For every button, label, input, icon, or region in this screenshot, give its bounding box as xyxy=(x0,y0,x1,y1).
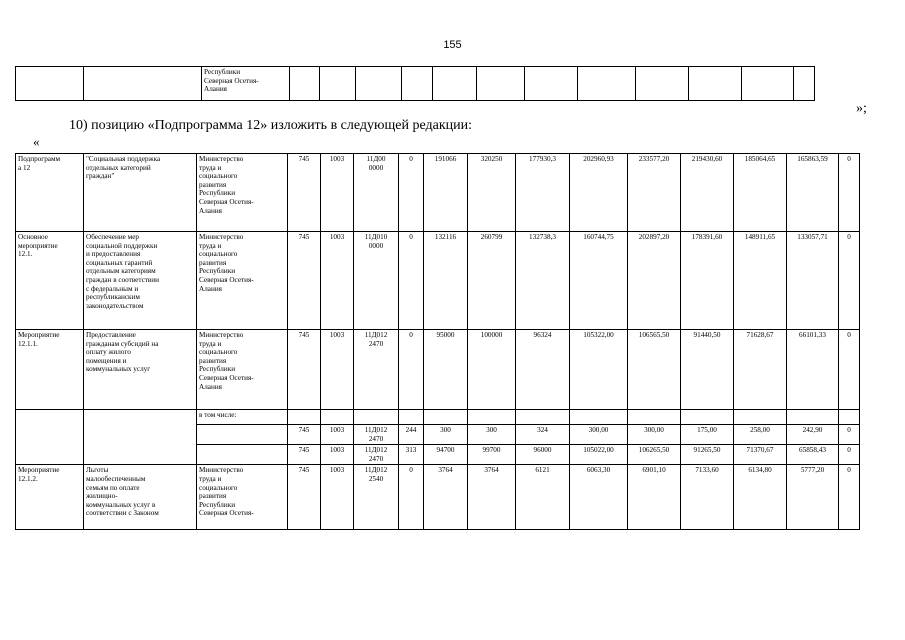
table-cell: 313 xyxy=(399,445,424,465)
table-cell: Министерство труда и социального развития Республики Северная Осетия- xyxy=(197,465,288,530)
table-cell: 71370,67 xyxy=(734,445,787,465)
table-cell: 320250 xyxy=(468,154,516,232)
table-cell: Предоставление гражданам субсидий на оплату жилого помещения и коммунальных услуг xyxy=(84,330,197,410)
table-cell: 1003 xyxy=(321,154,354,232)
table-cell: 105322,00 xyxy=(570,330,628,410)
table-cell: 132738,3 xyxy=(516,232,570,330)
table-cell: Мероприятие 12.1.2. xyxy=(16,465,84,530)
table-cell: 11Д012 2470 xyxy=(354,445,399,465)
table-cell xyxy=(424,410,468,425)
table-cell xyxy=(742,67,794,101)
table-cell: 202960,93 xyxy=(570,154,628,232)
table-cell: в том числе: xyxy=(197,410,288,425)
table-cell: 300 xyxy=(468,425,516,445)
table-cell: 6121 xyxy=(516,465,570,530)
table-row xyxy=(16,154,860,232)
table-cell: 0 xyxy=(839,154,860,232)
table-cell: 745 xyxy=(288,425,321,445)
table-cell: 11Д00 0000 xyxy=(354,154,399,232)
table-cell xyxy=(578,67,636,101)
table-cell: 324 xyxy=(516,425,570,445)
table-cell xyxy=(354,410,399,425)
table-cell: 185064,65 xyxy=(734,154,787,232)
table-cell xyxy=(197,445,288,465)
table-cell: 1003 xyxy=(321,232,354,330)
opening-quote: « xyxy=(33,134,40,149)
table-row xyxy=(16,330,860,410)
table-cell: 1003 xyxy=(321,465,354,530)
table-cell: 91440,50 xyxy=(681,330,734,410)
table-cell xyxy=(84,425,197,445)
table-cell xyxy=(321,410,354,425)
table-cell: 11Д012 2470 xyxy=(354,330,399,410)
table-row xyxy=(16,67,815,101)
table-cell: 202897,20 xyxy=(628,232,681,330)
table-cell: 132116 xyxy=(424,232,468,330)
table-cell xyxy=(689,67,742,101)
table-cell: 6063,30 xyxy=(570,465,628,530)
table-cell xyxy=(288,410,321,425)
table-cell: 300,00 xyxy=(570,425,628,445)
table-cell xyxy=(16,445,84,465)
table-cell xyxy=(570,410,628,425)
table-cell: 745 xyxy=(288,232,321,330)
table-cell: 96000 xyxy=(516,445,570,465)
table-cell: 0 xyxy=(839,445,860,465)
table-cell: 160744,75 xyxy=(570,232,628,330)
table-cell xyxy=(794,67,815,101)
table-cell: 0 xyxy=(399,330,424,410)
table-cell: 106565,50 xyxy=(628,330,681,410)
table-cell xyxy=(636,67,689,101)
table-cell: 95000 xyxy=(424,330,468,410)
table-cell xyxy=(734,410,787,425)
table-cell: 0 xyxy=(839,232,860,330)
table-cell xyxy=(468,410,516,425)
table-cell: 3764 xyxy=(424,465,468,530)
table-cell: 133057,71 xyxy=(787,232,839,330)
table-cell: "Социальная поддержка отдельных категорий граждан" xyxy=(84,154,197,232)
table-cell: 745 xyxy=(288,465,321,530)
table-cell xyxy=(628,410,681,425)
table-cell: 242,90 xyxy=(787,425,839,445)
table-cell: 100000 xyxy=(468,330,516,410)
table-cell: Республики Северная Осетия- Алания xyxy=(202,67,290,101)
table-cell: 105022,00 xyxy=(570,445,628,465)
table-row xyxy=(16,232,860,330)
table-cell: 71628,67 xyxy=(734,330,787,410)
table-cell: Министерство труда и социального развития Республики Северная Осетия- Алания xyxy=(197,232,288,330)
closing-quote: »; xyxy=(856,101,867,116)
table-cell: 7133,60 xyxy=(681,465,734,530)
table-cell: 1003 xyxy=(321,330,354,410)
table-row xyxy=(16,425,860,445)
table-cell xyxy=(516,410,570,425)
table-cell: 94700 xyxy=(424,445,468,465)
table-cell xyxy=(290,67,320,101)
table-cell: 5777,20 xyxy=(787,465,839,530)
table-cell xyxy=(787,410,839,425)
table-cell xyxy=(399,410,424,425)
table-cell: 0 xyxy=(839,330,860,410)
table-cell xyxy=(681,410,734,425)
table-cell: Подпрограмм а 12 xyxy=(16,154,84,232)
table-cell: 745 xyxy=(288,154,321,232)
table-cell: 6134,80 xyxy=(734,465,787,530)
table-cell: Мероприятие 12.1.1. xyxy=(16,330,84,410)
table-cell: 6901,10 xyxy=(628,465,681,530)
table-cell: 11Д012 2470 xyxy=(354,425,399,445)
table-cell: Льготы малообеспеченным семьям по оплате жилищно- коммунальных услуг в соответствии с Законом xyxy=(84,465,197,530)
table-cell: 99700 xyxy=(468,445,516,465)
table-row xyxy=(16,410,860,425)
table-cell xyxy=(402,67,433,101)
table-cell: 91265,50 xyxy=(681,445,734,465)
table-cell: 0 xyxy=(399,154,424,232)
table-cell: 244 xyxy=(399,425,424,445)
table-row xyxy=(16,445,860,465)
table-cell: 0 xyxy=(839,425,860,445)
table-cell: Обеспечение мер социальной поддержки и предоставления социальных гарантий отдельным категориям граждан в соответствии с федеральным и республиканским законодательством xyxy=(84,232,197,330)
table-cell: 177930,3 xyxy=(516,154,570,232)
continued-table xyxy=(15,66,815,101)
table-cell: Основное мероприятие 12.1. xyxy=(16,232,84,330)
table-cell xyxy=(84,67,202,101)
table-cell xyxy=(433,67,477,101)
table-cell: 96324 xyxy=(516,330,570,410)
table-cell xyxy=(356,67,402,101)
table-cell: 258,00 xyxy=(734,425,787,445)
table-cell: 233577,20 xyxy=(628,154,681,232)
table-cell: 1003 xyxy=(321,445,354,465)
table-cell: 11Д012 2540 xyxy=(354,465,399,530)
table-cell: 0 xyxy=(839,465,860,530)
table-cell xyxy=(84,445,197,465)
table-cell: 165863,59 xyxy=(787,154,839,232)
table-cell: 11Д010 0000 xyxy=(354,232,399,330)
table-cell: 178391,60 xyxy=(681,232,734,330)
table-cell xyxy=(16,67,84,101)
table-cell: Министерство труда и социального развития Республики Северная Осетия- Алания xyxy=(197,330,288,410)
table-cell: 300,00 xyxy=(628,425,681,445)
table-cell xyxy=(525,67,578,101)
table-cell: 66101,33 xyxy=(787,330,839,410)
subprogram-table xyxy=(15,153,860,530)
table-cell: 745 xyxy=(288,330,321,410)
table-cell xyxy=(839,410,860,425)
table-cell xyxy=(16,410,84,425)
table-cell: 300 xyxy=(424,425,468,445)
table-cell: 3764 xyxy=(468,465,516,530)
table-cell: 175,00 xyxy=(681,425,734,445)
table-cell: 106265,50 xyxy=(628,445,681,465)
table-cell xyxy=(477,67,525,101)
table-cell xyxy=(16,425,84,445)
table-cell: 745 xyxy=(288,445,321,465)
table-cell: 260799 xyxy=(468,232,516,330)
table-cell xyxy=(84,410,197,425)
table-cell: 0 xyxy=(399,232,424,330)
table-cell: 191066 xyxy=(424,154,468,232)
table-cell: 1003 xyxy=(321,425,354,445)
table-cell: 65858,43 xyxy=(787,445,839,465)
table-cell: 148911,65 xyxy=(734,232,787,330)
table-row xyxy=(16,465,860,530)
table-cell: 219430,60 xyxy=(681,154,734,232)
page-number: 155 xyxy=(443,39,462,51)
table-cell xyxy=(197,425,288,445)
table-cell: 0 xyxy=(399,465,424,530)
table-cell xyxy=(320,67,356,101)
instruction-text: 10) позицию «Подпрограмма 12» изложить в следующей редакции: xyxy=(69,118,473,133)
table-cell: Министерство труда и социального развития Республики Северная Осетия- Алания xyxy=(197,154,288,232)
